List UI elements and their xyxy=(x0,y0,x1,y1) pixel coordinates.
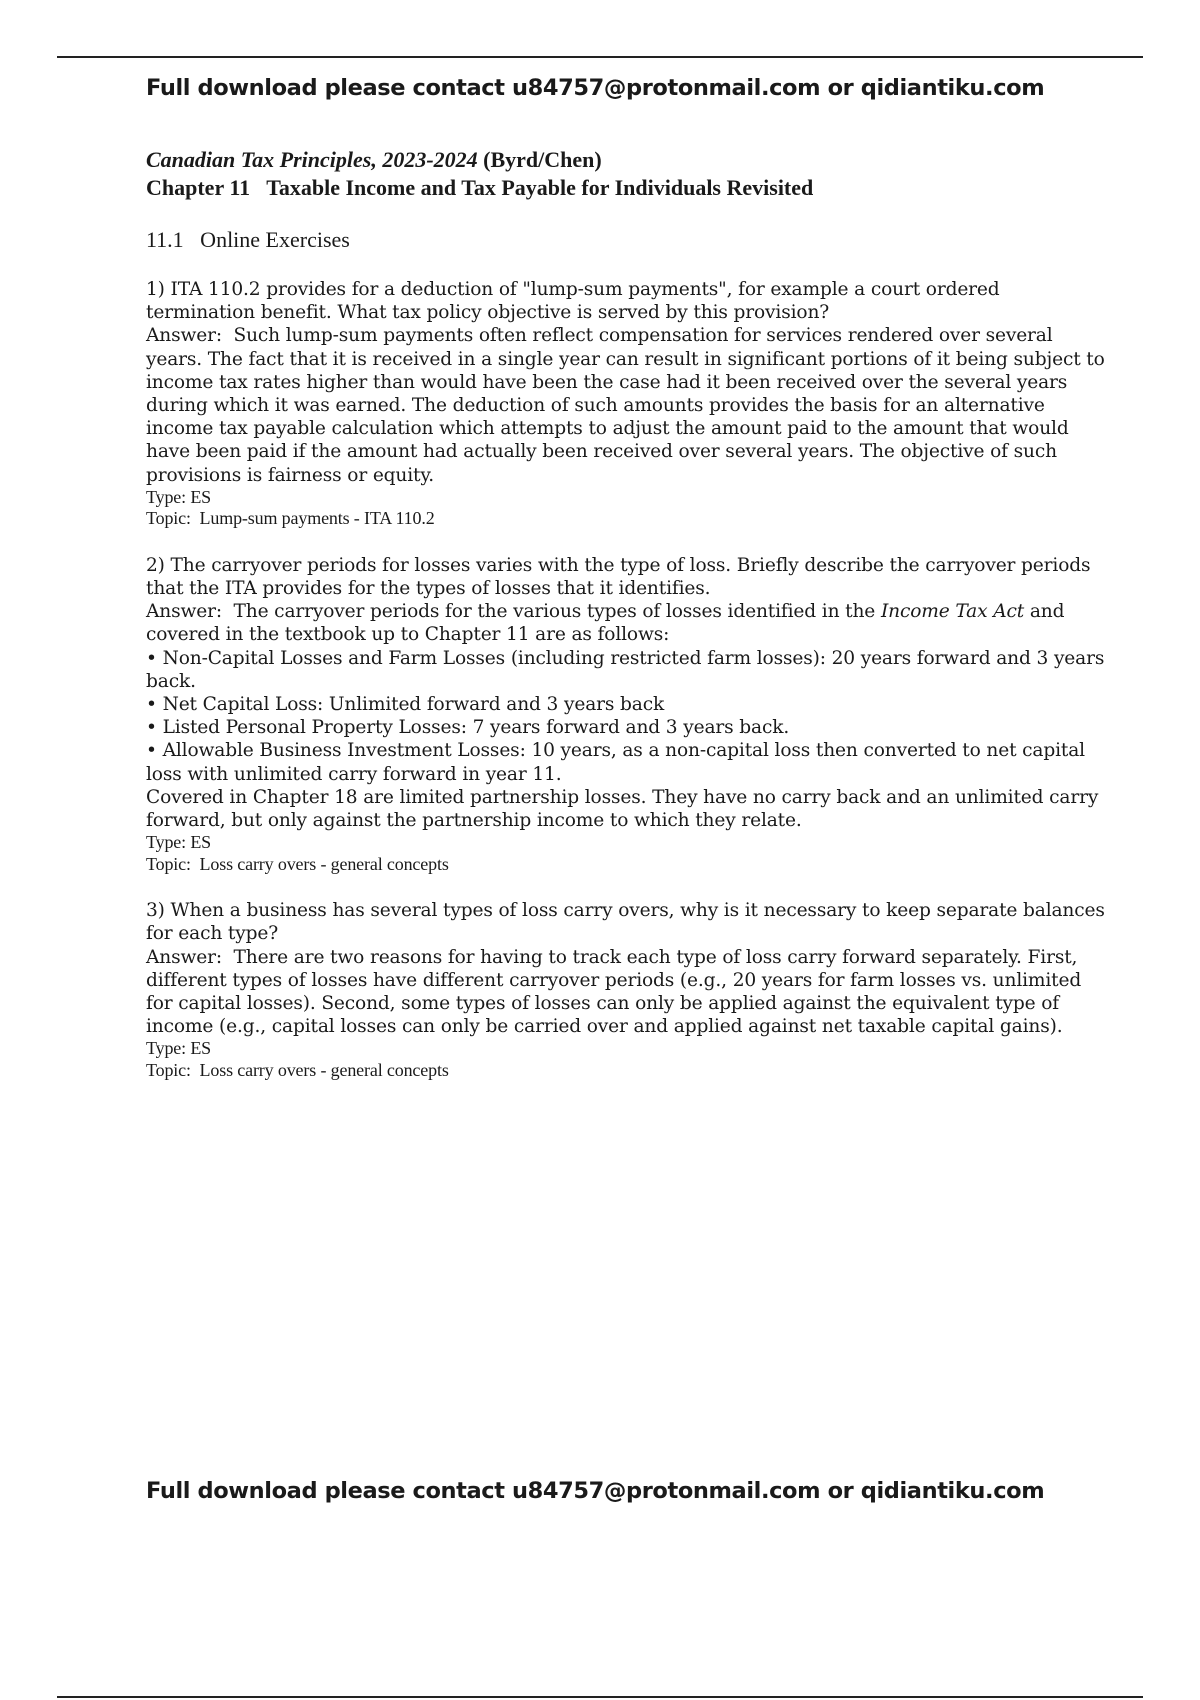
answer-text xyxy=(146,600,1106,646)
top-rule xyxy=(57,56,1143,58)
top-banner: Full download please contact u84757@protonmail.com or qidiantiku.com xyxy=(146,75,1045,101)
question-text: 3) When a business has several types of loss carry overs, why is it necessary to keep separate balances for each type? xyxy=(146,900,1105,945)
question-type: Type: ES xyxy=(146,486,212,507)
answer-italic-act: Income Tax Act xyxy=(880,601,1025,623)
answer-text: Answer: There are two reasons for having to track each type of loss carry forward separately. First, different types of losses have different carryover periods (e.g., 20 years for farm losses vs. unlimited for capital losses). Second, some types of losses can only be applied against the equivalent type of income (e.g., capital losses can only be carried over and applied against net taxable capital gains). xyxy=(146,946,1087,1038)
question-type: Type: ES xyxy=(146,832,212,853)
question-text: 2) The carryover periods for losses varies with the type of loss. Briefly describe the carryover periods that the ITA provides for the types of losses that it identifies. xyxy=(146,554,1091,600)
answer-text: Answer: Such lump-sum payments often reflect compensation for services rendered over several years. The fact that it is received in a single year can result in significant portions of it being subject to income tax rates higher than would have been the case had it been received over the several years during which it was earned. The deduction of such amounts provides the basis for an alternative income tax payable calculation which attempts to adjust the amount paid to the amount that would have been paid if the amount had actually been received over several years. The objective of such provisions is fairness or equity. xyxy=(146,325,1111,486)
answer-suffix: and covered in the textbook up to Chapter 11 are as follows: xyxy=(146,601,1071,646)
question-topic: Topic: Loss carry overs - general concepts xyxy=(146,853,449,874)
bottom-banner: Full download please contact u84757@protonmail.com or qidiantiku.com xyxy=(146,1478,1045,1504)
question-text: 1) ITA 110.2 provides for a deduction of "lump-sum payments", for example a court ordered termination benefit. What tax policy objective is served by this provision? xyxy=(146,279,1000,324)
closing-text: Covered in Chapter 18 are limited partnership losses. They have no carry back and an unlimited carry forward, but only against the partnership income to which they relate. xyxy=(146,786,1099,832)
section-title: 11.1 Online Exercises xyxy=(146,227,350,252)
question-block-1 xyxy=(146,278,1111,530)
chapter-title: Chapter 11 Taxable Income and Tax Payable for Individuals Revisited xyxy=(146,175,814,200)
question-block-3 xyxy=(146,899,1106,1081)
question-topic: Topic: Lump-sum payments - ITA 110.2 xyxy=(146,508,435,529)
question-block-2 xyxy=(146,554,1106,875)
book-heading xyxy=(146,146,1106,174)
bullet-item: • Listed Personal Property Losses: 7 years forward and 3 years back. xyxy=(146,717,790,739)
bullet-item: • Net Capital Loss: Unlimited forward and 3 years back xyxy=(146,694,665,716)
document-body xyxy=(146,146,1111,1081)
answer-prefix: Answer: The carryover periods for the various types of losses identified in the xyxy=(146,601,881,623)
book-title: Canadian Tax Principles, 2023-2024 xyxy=(146,147,478,172)
bullet-item: • Non-Capital Losses and Farm Losses (including restricted farm losses): 20 years forward and 3 years back. xyxy=(146,647,1105,692)
question-topic: Topic: Loss carry overs - general concepts xyxy=(146,1059,449,1080)
bullet-item: • Allowable Business Investment Losses: 10 years, as a non-capital loss then converted to net capital loss with unlimited carry forward in year 11. xyxy=(146,740,1085,785)
question-type: Type: ES xyxy=(146,1038,212,1059)
book-authors: (Byrd/Chen) xyxy=(483,147,602,172)
bottom-rule xyxy=(57,1696,1143,1698)
